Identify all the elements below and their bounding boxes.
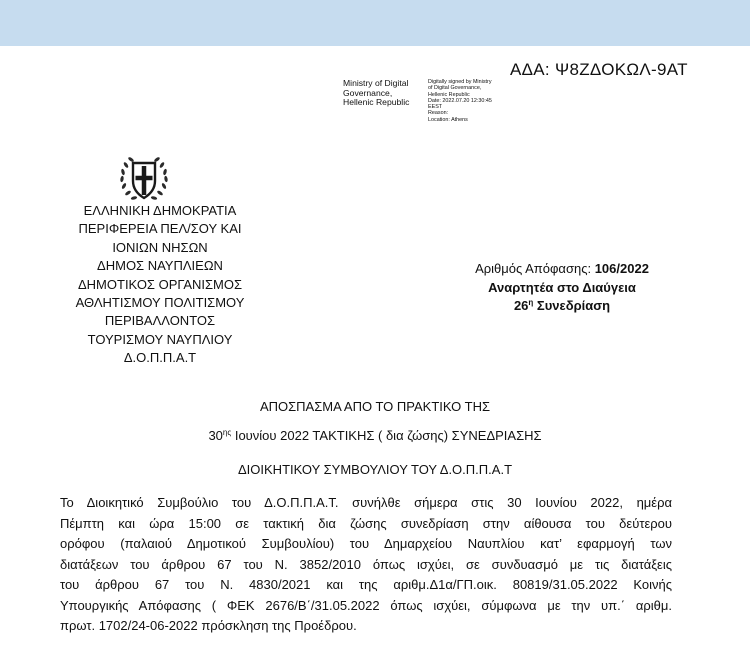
digital-signature-details [428,79,492,123]
signature-detail-line: Date: 2022.07.20 12:30:45 [428,97,492,104]
signature-detail-line: EEST [428,104,443,111]
hellenic-coat-of-arms-icon [116,150,172,206]
decision-number [442,260,682,279]
decision-number-value: 106/2022 [594,261,649,276]
signer-line: Hellenic Republic [343,97,410,107]
issuer-line: ΤΟΥΡΙΣΜΟΥ ΝΑΥΠΛΙΟΥ [87,331,233,347]
signature-detail-line: of Digital Governance, [428,85,482,92]
decision-number-label: Αριθμός Απόφασης: [475,261,592,276]
excerpt-session: $30^{\eta\varsigma}$ Ιουνίου 2022 ΤΑΚΤΙΚΗΣ ( δια ζώσης) ΣΥΝΕΔΡΙΑΣΗΣ [208,428,542,443]
issuer-line: ΔΗΜΟΤΙΚΟΣ ΟΡΓΑΝΙΣΜΟΣ [77,276,243,292]
digital-signature-signer [343,79,409,108]
signer-line: Governance, [343,87,393,98]
paragraph-line: ορόφου (παλαιού Δημοτικού Συμβουλίου) του Δημαρχείου Ναυπλίου κατ’ εφαρμογή των [60,536,672,551]
signature-detail-line: Hellenic Republic [428,91,470,98]
paragraph-line: Υπουργικής Απόφασης ( ΦΕΚ 2676/Β΄/31.05.2022 όπως ισχύει, σύμφωνα με την υπ.΄ αριθμ. [60,597,672,613]
paragraph-line: Το Διοικητικό Συμβούλιο του Δ.Ο.Π.Π.Α.Τ. συνήλθε σήμερα στις 30 Ιουνίου 2022, ημέρα [60,495,672,510]
paragraph-line: του άρθρου 67 του Ν. 4830/2021 και της αριθμ.Δ1α/ΓΠ.οικ. 80819/31.05.2022 Κοινής [60,577,672,592]
issuer-line: Δ.Ο.Π.Π.Α.Τ [123,350,197,366]
issuer-line: ΙΟΝΙΩΝ ΝΗΣΩΝ [112,239,208,255]
signature-detail-line: Reason: [428,110,449,117]
excerpt-board: ΔΙΟΙΚΗΤΙΚΟΥ ΣΥΜΒΟΥΛΙΟΥ ΤΟΥ Δ.Ο.Π.Π.Α.Τ [237,462,513,477]
signature-detail-line: Digitally signed by Ministry [428,79,492,85]
top-banner [0,0,750,46]
issuer-line: ΠΕΡΙΦΕΡΕΙΑ ΠΕΛ/ΣΟΥ ΚΑΙ [78,221,242,237]
issuer-line: ΠΕΡΙΒΑΛΛΟΝΤΟΣ [104,313,216,329]
posting-note: Αναρτητέα στο Διαύγεια [488,279,636,295]
paragraph-line: Πέμπτη και ώρα 15:00 σε τακτική δια ζώσης συνεδρίαση στην αίθουσα του δεύτερου [60,515,672,531]
issuer-line: ΕΛΛΗΝΙΚΗ ΔΗΜΟΚΡΑΤΙΑ [83,203,237,218]
paragraph-line: πρωτ. 1702/24-06-2022 πρόσκληση της Προέδρου. [60,618,357,633]
session-number: $26^\eta$ Συνεδρίαση [513,298,611,313]
signer-line: Ministry of Digital [343,78,409,88]
decision-info [442,260,682,316]
issuer-block [40,202,280,368]
ada-code: ΑΔΑ: Ψ8ΖΔΟΚΩΛ-9ΑΤ [510,60,688,79]
minutes-paragraph [60,493,672,637]
excerpt-title: ΑΠΟΣΠΑΣΜΑ ΑΠΟ ΤΟ ΠΡΑΚΤΙΚΟ ΤΗΣ [259,399,491,414]
issuer-line: ΔΗΜΟΣ ΝΑΥΠΛΙΕΩΝ [97,258,223,274]
issuer-line: ΑΘΛΗΤΙΣΜΟΥ ΠΟΛΙΤΙΣΜΟΥ [75,295,245,311]
paragraph-line: διατάξεων του άρθρου 67 του Ν. 3852/2010 όπως ισχύει, σε συνδυασμό με τις διατάξεις [60,556,672,572]
signature-detail-line: Location: Athens [428,116,468,123]
